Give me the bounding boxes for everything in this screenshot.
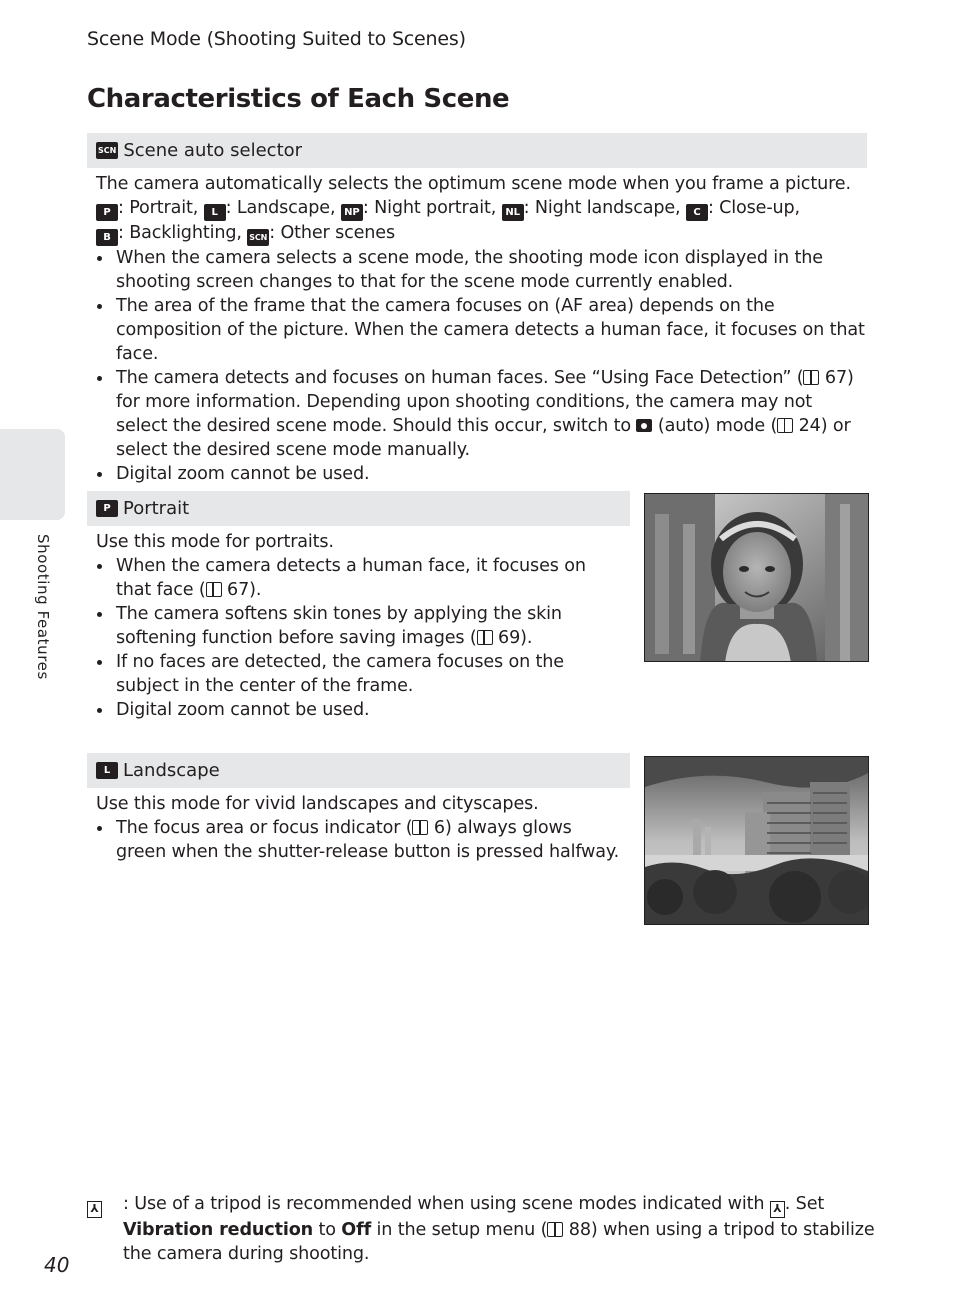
tripod-footnote	[87, 1192, 877, 1266]
list-item: The camera softens skin tones by applying the skin softening function before saving images ( 69).	[96, 602, 626, 650]
other-scenes-icon: SCN	[247, 229, 269, 246]
list-item: When the camera detects a human face, it focuses on that face ( 67).	[96, 554, 626, 602]
landscape-icon: L	[96, 762, 118, 779]
scene-auto-body	[96, 172, 866, 486]
portrait-sample-photo	[644, 493, 869, 662]
list-item: When the camera selects a scene mode, the shooting mode icon displayed in the shooting screen changes to that for the scene mode currently enabled.	[96, 246, 866, 294]
list-item: The camera detects and focuses on human faces. See “Using Face Detection” ( 67) for more information. Depending upon shooting conditions, the camera may not select the desired scene mode. Should this occur, switch to (auto) mode ( 24) or select the desired scene mode manually.	[96, 366, 866, 462]
landscape-heading	[87, 753, 630, 788]
scene-auto-heading-text: Scene auto selector	[123, 140, 303, 161]
footnote-marker	[87, 1192, 123, 1266]
book-icon[interactable]	[477, 630, 493, 645]
portrait-heading	[87, 491, 630, 526]
running-header: Scene Mode (Shooting Suited to Scenes)	[87, 28, 466, 50]
landscape-mode-icon: L	[204, 204, 226, 221]
portrait-icon: P	[96, 500, 118, 517]
list-item: Digital zoom cannot be used.	[96, 698, 626, 722]
portrait-body	[96, 530, 626, 722]
landscape-body	[96, 792, 626, 864]
list-item: If no faces are detected, the camera focuses on the subject in the center of the frame.	[96, 650, 626, 698]
list-item: Digital zoom cannot be used.	[96, 462, 866, 486]
book-icon[interactable]	[206, 582, 222, 597]
book-icon[interactable]	[803, 370, 819, 385]
portrait-mode-icon: P	[96, 204, 118, 221]
book-icon[interactable]	[777, 418, 793, 433]
book-icon[interactable]	[547, 1222, 563, 1237]
landscape-sample-photo	[644, 756, 869, 925]
side-tab-label: Shooting Features	[34, 534, 52, 680]
close-up-mode-icon: C	[686, 204, 708, 221]
side-tab[interactable]	[0, 429, 65, 520]
page-number: 40	[44, 1253, 70, 1277]
tripod-icon: ⅄	[87, 1201, 102, 1218]
backlighting-mode-icon: B	[96, 229, 118, 246]
portrait-heading-text: Portrait	[123, 498, 190, 519]
scene-auto-heading	[87, 133, 867, 168]
tripod-icon: ⅄	[770, 1201, 785, 1218]
footnote-text: : Use of a tripod is recommended when using scene modes indicated with ⅄ . Set Vibration reduction to Off in the setup menu ( 88) when using a tripod to stabilize the camera during shooting.	[123, 1194, 875, 1264]
portrait-bullets	[96, 554, 626, 722]
night-landscape-mode-icon: NL	[502, 204, 524, 221]
scene-auto-intro: The camera automatically selects the optimum scene mode when you frame a picture.	[96, 174, 851, 194]
book-icon[interactable]	[412, 820, 428, 835]
landscape-heading-text: Landscape	[123, 760, 220, 781]
page-title: Characteristics of Each Scene	[87, 84, 510, 114]
scene-auto-bullets	[96, 246, 866, 486]
camera-icon	[636, 419, 652, 432]
scene-auto-icon: SCN	[96, 142, 118, 159]
list-item: The area of the frame that the camera focuses on (AF area) depends on the composition of the picture. When the camera detects a human face, it focuses on that face.	[96, 294, 866, 366]
list-item: The focus area or focus indicator ( 6) always glows green when the shutter-release button is pressed halfway.	[96, 816, 626, 864]
night-portrait-mode-icon: NP	[341, 204, 363, 221]
portrait-intro: Use this mode for portraits.	[96, 532, 334, 552]
scene-auto-modes: P : Portrait, L : Landscape, NP : Night portrait, NL : Night landscape, C : Close-up, B : Backlighting, SCN : Other scenes	[96, 196, 866, 246]
landscape-intro: Use this mode for vivid landscapes and cityscapes.	[96, 794, 539, 814]
landscape-bullets	[96, 816, 626, 864]
